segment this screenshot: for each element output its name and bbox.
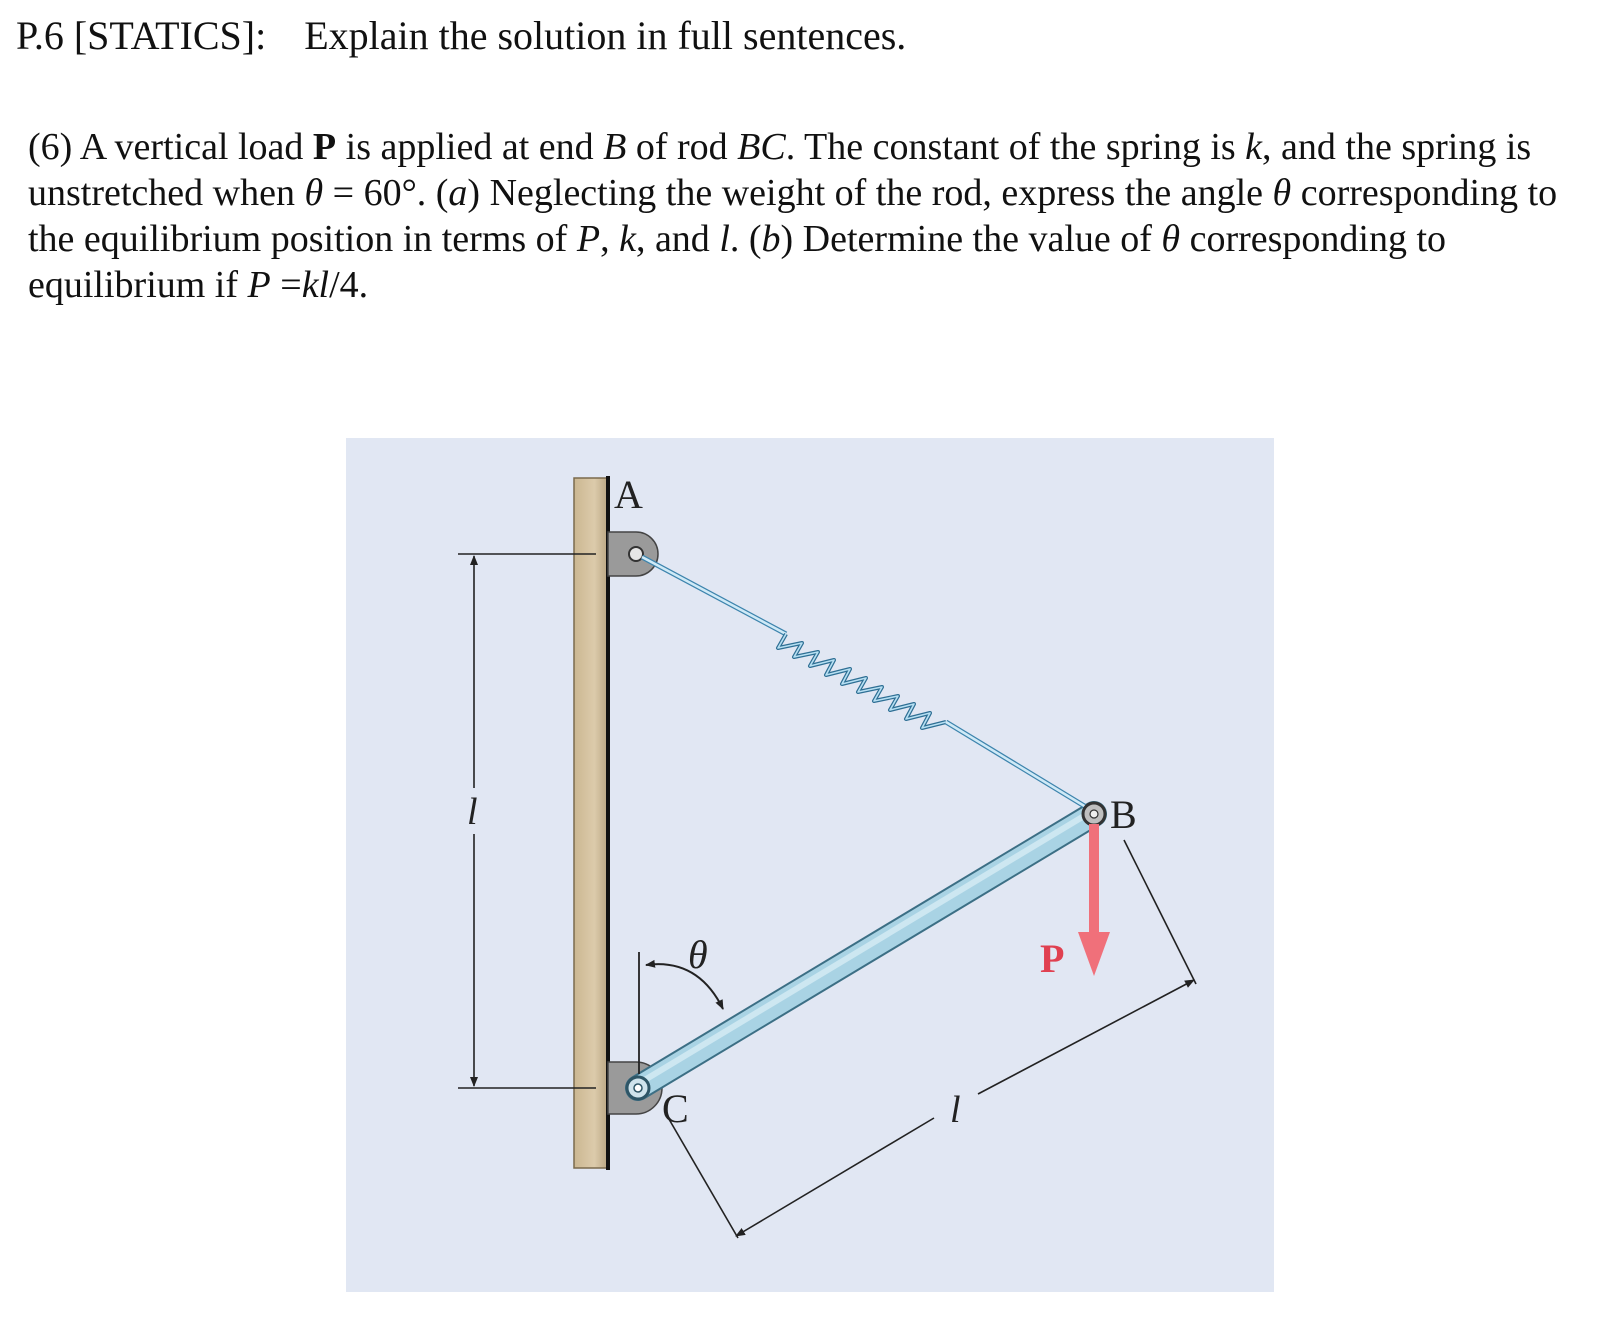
theta-symbol: θ xyxy=(1272,172,1292,214)
text-run: , and the spring is unstretched when xyxy=(28,126,1532,214)
problem-id: P.6 [STATICS]: xyxy=(16,13,267,58)
length-symbol: l xyxy=(719,218,730,260)
load-symbol: P xyxy=(312,126,337,168)
vertical-length-label: l xyxy=(467,791,478,833)
rod-dimension-extension-c xyxy=(666,1114,738,1238)
point-b-label: B xyxy=(1110,792,1137,837)
instruction-text: Explain the solution in full sentences. xyxy=(304,13,907,58)
part-a-label: a xyxy=(448,172,468,214)
spring-constant-symbol: k xyxy=(1245,126,1263,168)
text-run: ) Neglecting the weight of the rod, express the angle xyxy=(467,172,1273,214)
text-run: = xyxy=(270,264,302,306)
text-run: corresponding to the equilibrium position in terms of xyxy=(28,172,1558,260)
point-a-label: A xyxy=(614,472,643,517)
part-b-label: b xyxy=(761,218,781,260)
load-label: P xyxy=(1040,936,1065,981)
problem-paragraph xyxy=(28,124,1568,308)
theta-symbol: θ xyxy=(304,172,324,214)
pin-a xyxy=(629,547,643,561)
wall xyxy=(574,478,608,1168)
theta-arc xyxy=(646,964,723,1009)
problem-statement xyxy=(28,124,1568,308)
pin-c-center xyxy=(634,1084,642,1092)
mechanism-figure xyxy=(346,438,1274,1292)
problem-number: (6) xyxy=(28,126,73,168)
pin-b-center xyxy=(1090,810,1098,818)
spring xyxy=(642,557,1086,807)
point-c-label: C xyxy=(662,1086,689,1131)
end-point-symbol: B xyxy=(603,126,627,168)
theta-label: θ xyxy=(688,932,708,977)
rod-length-label: l xyxy=(950,1089,961,1131)
text-run: is applied at end xyxy=(336,126,604,168)
text-run: /4. xyxy=(329,264,369,306)
text-run: ) Determine the value of xyxy=(780,218,1162,260)
text-run: of rod xyxy=(626,126,738,168)
load-symbol-italic: P xyxy=(576,218,601,260)
rod-dimension-line-right xyxy=(978,980,1194,1094)
kl-symbol: kl xyxy=(301,264,330,306)
text-run: . The constant of the spring is xyxy=(785,126,1246,168)
theta-symbol: θ xyxy=(1161,218,1181,260)
text-run: A vertical load xyxy=(72,126,313,168)
text-run: , and xyxy=(635,218,720,260)
text-run: , xyxy=(600,218,620,260)
mechanism-diagram xyxy=(346,438,1274,1292)
text-run: = 60°. ( xyxy=(323,172,449,214)
load-arrow xyxy=(1078,824,1110,976)
rod-dimension-line-left xyxy=(736,1118,934,1236)
rod-name: BC xyxy=(737,126,786,168)
rod-dimension-extension-b xyxy=(1124,840,1196,984)
spring-constant-symbol: k xyxy=(619,218,636,260)
problem-header xyxy=(16,8,906,64)
text-run: corresponding to equilibrium if xyxy=(28,218,1447,306)
text-run: . ( xyxy=(729,218,762,260)
load-symbol-italic: P xyxy=(247,264,271,306)
